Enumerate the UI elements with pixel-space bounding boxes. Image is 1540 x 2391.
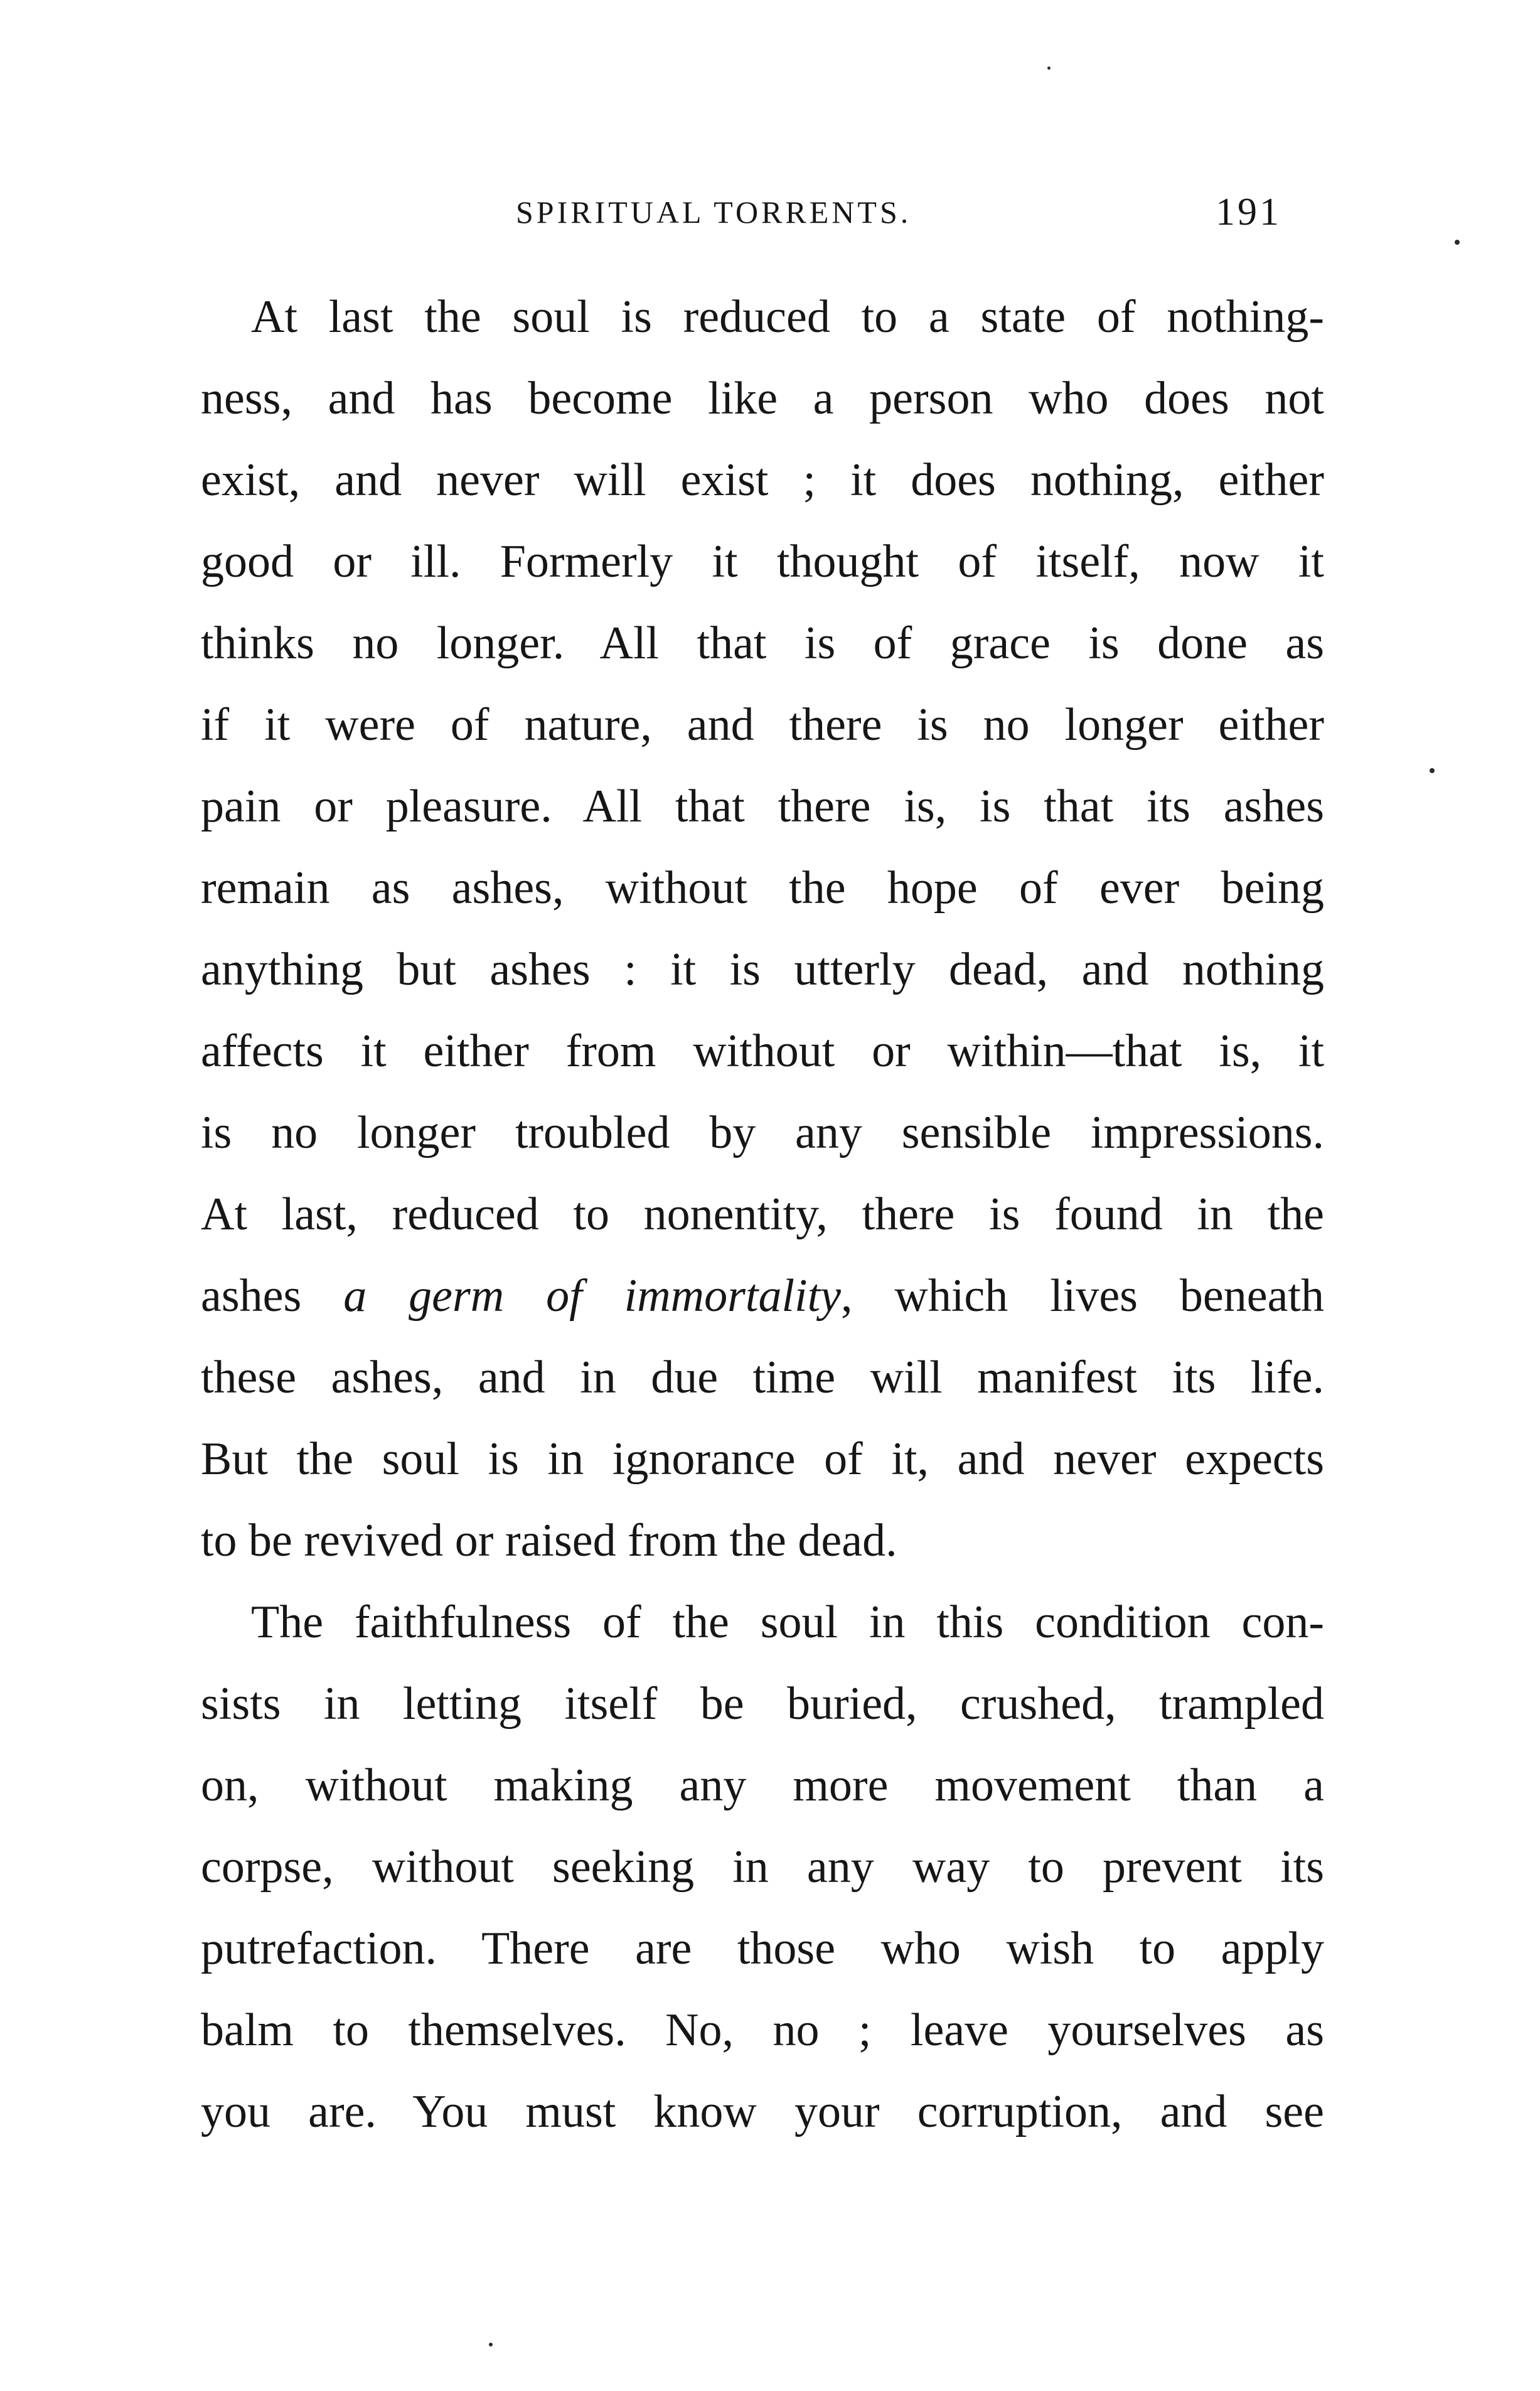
text-line: on, without making any more movement than a	[201, 1760, 1324, 1811]
text-line: putrefaction. There are those who wish to apply	[201, 1923, 1324, 1974]
text-line: remain as ashes, without the hope of ever being	[201, 862, 1324, 914]
text-line: affects it either from without or within—that is, it	[201, 1025, 1324, 1077]
text-line: balm to themselves. No, no ; leave yourselves as	[201, 2004, 1324, 2056]
italic-phrase: a germ of immortality	[343, 1270, 841, 1322]
text-line: you are. You must know your corruption, and see	[201, 2086, 1324, 2137]
running-head	[0, 187, 1540, 237]
text-line: At last the soul is reduced to a state of nothing-	[251, 291, 1324, 343]
phrase-before: ashes	[201, 1270, 344, 1322]
text-line: good or ill. Formerly it thought of itself, now it	[201, 536, 1324, 587]
body-text	[201, 276, 1324, 2153]
text-line: anything but ashes : it is utterly dead, and nothing	[201, 944, 1324, 995]
text-line: to be revived or raised from the dead.	[201, 1515, 897, 1566]
text-line: sists in letting itself be buried, crushed, trampled	[201, 1678, 1324, 1730]
print-speck	[489, 2343, 493, 2346]
text-line: exist, and never will exist ; it does nothing, either	[201, 454, 1324, 506]
text-line: is no longer troubled by any sensible impressions.	[201, 1107, 1324, 1158]
text-line: pain or pleasure. All that there is, is that its ashes	[201, 781, 1324, 832]
text-line: At last, reduced to nonentity, there is found in the	[201, 1189, 1324, 1240]
text-line-italic-phrase	[201, 1255, 1324, 1337]
text-line: The faithfulness of the soul in this condition con-	[251, 1597, 1324, 1648]
text-line: if it were of nature, and there is no longer either	[201, 699, 1324, 751]
print-speck	[1430, 768, 1435, 773]
page-number: 191	[1216, 191, 1281, 233]
text-line: these ashes, and in due time will manifest its life.	[201, 1352, 1324, 1403]
print-speck	[1047, 67, 1051, 70]
running-title: SPIRITUAL TORRENTS.	[516, 195, 912, 230]
text-line: But the soul is in ignorance of it, and never expects	[201, 1433, 1324, 1485]
paragraph-2	[201, 1581, 1324, 2153]
phrase-after: , which lives beneath	[840, 1270, 1324, 1322]
paragraph-1	[201, 276, 1324, 1581]
print-speck	[1455, 240, 1460, 245]
text-line: thinks no longer. All that is of grace is done as	[201, 618, 1324, 669]
text-line: corpse, without seeking in any way to prevent its	[201, 1841, 1324, 1893]
text-line: ness, and has become like a person who does not	[201, 373, 1324, 424]
